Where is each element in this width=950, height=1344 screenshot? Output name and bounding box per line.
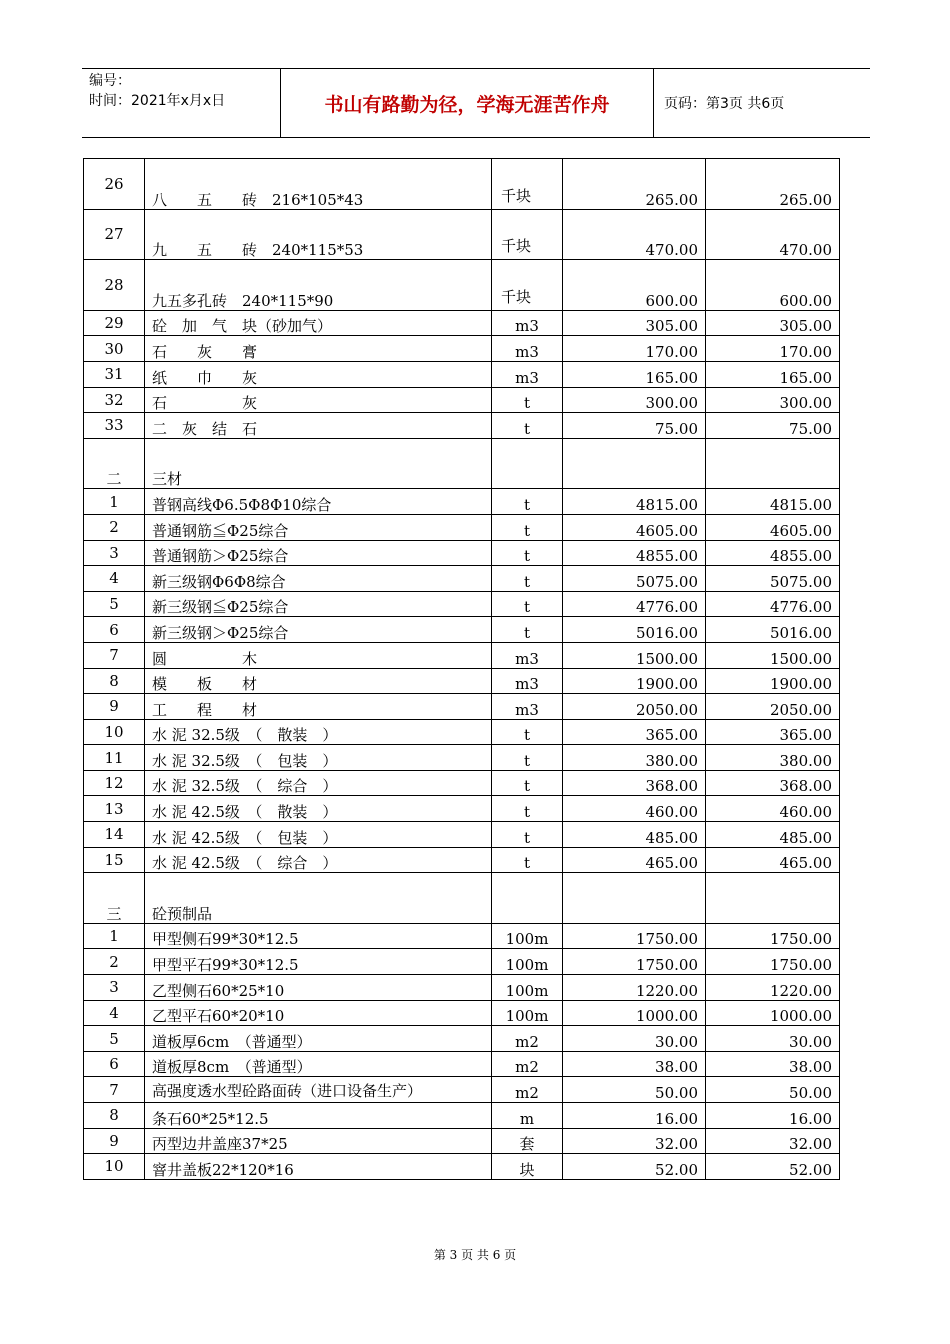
total-price-cell: 2050.00 [706, 694, 840, 720]
table-row [84, 336, 840, 362]
unit-price-cell: 32.00 [563, 1128, 706, 1154]
item-name-cell: 水 泥 42.5级 （ 散装 ） [145, 796, 492, 822]
table-row [84, 1077, 840, 1103]
item-name-cell: 甲型平石99*30*12.5 [145, 949, 492, 975]
item-name-cell: 三材 [145, 438, 492, 489]
unit-price-cell: 470.00 [563, 209, 706, 260]
row-number-cell: 30 [84, 336, 145, 362]
unit-price-cell: 365.00 [563, 719, 706, 745]
item-name-cell: 乙型平石60*20*10 [145, 1000, 492, 1026]
total-price-cell: 380.00 [706, 745, 840, 771]
total-price-cell: 365.00 [706, 719, 840, 745]
item-name-cell: 水 泥 32.5级 （ 包装 ） [145, 745, 492, 771]
price-table [83, 158, 840, 1180]
row-number-cell: 5 [84, 591, 145, 617]
row-number-cell: 1 [84, 489, 145, 515]
item-name-cell: 九 五 砖 240*115*53 [145, 209, 492, 260]
table-row [84, 822, 840, 848]
total-price-cell: 1750.00 [706, 923, 840, 949]
table-row [84, 387, 840, 413]
total-price-cell: 4605.00 [706, 514, 840, 540]
item-name-cell: 新三级钢≦Φ25综合 [145, 591, 492, 617]
item-name-cell: 水 泥 42.5级 （ 包装 ） [145, 822, 492, 848]
table-row [84, 949, 840, 975]
table-row [84, 591, 840, 617]
item-name-cell: 普通钢筋＞Φ25综合 [145, 540, 492, 566]
table-row [84, 1128, 840, 1154]
unit-price-cell: 4815.00 [563, 489, 706, 515]
unit-cell: 套 [492, 1128, 563, 1154]
unit-price-cell: 5016.00 [563, 617, 706, 643]
table-row [84, 719, 840, 745]
total-price-cell: 165.00 [706, 361, 840, 387]
unit-price-cell: 2050.00 [563, 694, 706, 720]
total-price-cell: 1500.00 [706, 642, 840, 668]
total-price-cell: 265.00 [706, 159, 840, 210]
page-info: 页码：第3页 共6页 [664, 96, 785, 112]
unit-price-cell: 1900.00 [563, 668, 706, 694]
unit-cell: t [492, 745, 563, 771]
row-number-cell: 31 [84, 361, 145, 387]
row-number-cell: 29 [84, 310, 145, 336]
unit-cell: t [492, 822, 563, 848]
unit-cell [492, 438, 563, 489]
unit-cell [492, 873, 563, 924]
unit-cell: m2 [492, 1077, 563, 1103]
table-row [84, 617, 840, 643]
item-name-cell: 水 泥 42.5级 （ 综合 ） [145, 847, 492, 873]
unit-cell: 千块 [492, 209, 563, 260]
total-price-cell: 52.00 [706, 1154, 840, 1180]
table-row [84, 566, 840, 592]
row-number-cell: 三 [84, 873, 145, 924]
item-name-cell: 砼 加 气 块（砂加气） [145, 310, 492, 336]
row-number-cell: 3 [84, 540, 145, 566]
row-number-cell: 13 [84, 796, 145, 822]
row-number-cell: 4 [84, 566, 145, 592]
item-name-cell: 新三级钢＞Φ25综合 [145, 617, 492, 643]
unit-price-cell: 1000.00 [563, 1000, 706, 1026]
row-number-cell: 1 [84, 923, 145, 949]
unit-price-cell: 465.00 [563, 847, 706, 873]
unit-price-cell: 52.00 [563, 1154, 706, 1180]
table-row [84, 1154, 840, 1180]
item-name-cell: 普钢高线Φ6.5Φ8Φ10综合 [145, 489, 492, 515]
total-price-cell: 170.00 [706, 336, 840, 362]
table-row [84, 796, 840, 822]
unit-cell: t [492, 514, 563, 540]
unit-price-cell: 5075.00 [563, 566, 706, 592]
total-price-cell: 1000.00 [706, 1000, 840, 1026]
row-number-cell: 32 [84, 387, 145, 413]
item-name-cell: 条石60*25*12.5 [145, 1103, 492, 1129]
total-price-cell: 485.00 [706, 822, 840, 848]
table-row [84, 361, 840, 387]
row-number-cell: 10 [84, 1154, 145, 1180]
row-number-cell: 15 [84, 847, 145, 873]
row-number-cell: 8 [84, 1103, 145, 1129]
total-price-cell: 4815.00 [706, 489, 840, 515]
table-row [84, 438, 840, 489]
unit-cell: 100m [492, 923, 563, 949]
unit-price-cell: 4605.00 [563, 514, 706, 540]
total-price-cell: 300.00 [706, 387, 840, 413]
row-number-cell: 2 [84, 949, 145, 975]
total-price-cell: 1900.00 [706, 668, 840, 694]
unit-cell: m3 [492, 310, 563, 336]
total-price-cell: 75.00 [706, 413, 840, 439]
item-name-cell: 丙型边井盖座37*25 [145, 1128, 492, 1154]
table-row [84, 489, 840, 515]
total-price-cell: 50.00 [706, 1077, 840, 1103]
unit-cell: m3 [492, 361, 563, 387]
row-number-cell: 3 [84, 975, 145, 1001]
unit-cell: 千块 [492, 260, 563, 311]
total-price-cell [706, 873, 840, 924]
item-name-cell: 乙型侧石60*25*10 [145, 975, 492, 1001]
unit-price-cell: 30.00 [563, 1026, 706, 1052]
table-row [84, 1051, 840, 1077]
unit-price-cell: 460.00 [563, 796, 706, 822]
table-row [84, 159, 840, 210]
page-footer: 第 3 页 共 6 页 [433, 1248, 517, 1262]
unit-price-cell: 4776.00 [563, 591, 706, 617]
unit-price-cell: 300.00 [563, 387, 706, 413]
row-number-cell: 12 [84, 770, 145, 796]
table-row [84, 413, 840, 439]
unit-cell: t [492, 566, 563, 592]
row-number-cell: 4 [84, 1000, 145, 1026]
table-row [84, 209, 840, 260]
total-price-cell: 38.00 [706, 1051, 840, 1077]
unit-price-cell: 50.00 [563, 1077, 706, 1103]
page-header [82, 68, 870, 138]
table-row [84, 975, 840, 1001]
row-number-cell: 27 [84, 209, 145, 260]
total-price-cell: 368.00 [706, 770, 840, 796]
unit-price-cell: 265.00 [563, 159, 706, 210]
unit-price-cell: 38.00 [563, 1051, 706, 1077]
total-price-cell: 465.00 [706, 847, 840, 873]
item-name-cell: 甲型侧石99*30*12.5 [145, 923, 492, 949]
table-row [84, 745, 840, 771]
unit-cell: 100m [492, 1000, 563, 1026]
total-price-cell: 16.00 [706, 1103, 840, 1129]
table-row [84, 1103, 840, 1129]
table-row [84, 642, 840, 668]
motto: 书山有路勤为径，学海无涯苦作舟 [280, 69, 654, 137]
total-price-cell: 4855.00 [706, 540, 840, 566]
table-row [84, 514, 840, 540]
total-price-cell [706, 438, 840, 489]
total-price-cell: 305.00 [706, 310, 840, 336]
total-price-cell: 1220.00 [706, 975, 840, 1001]
unit-price-cell [563, 438, 706, 489]
total-price-cell: 1750.00 [706, 949, 840, 975]
row-number-cell: 9 [84, 1128, 145, 1154]
total-price-cell: 470.00 [706, 209, 840, 260]
item-name-cell: 石 灰 膏 [145, 336, 492, 362]
unit-price-cell: 305.00 [563, 310, 706, 336]
table-row [84, 1000, 840, 1026]
item-name-cell: 高强度透水型砼路面砖（进口设备生产） [145, 1077, 492, 1103]
item-name-cell: 石 灰 [145, 387, 492, 413]
unit-cell: t [492, 591, 563, 617]
item-name-cell: 砼预制品 [145, 873, 492, 924]
row-number-cell: 14 [84, 822, 145, 848]
unit-price-cell: 600.00 [563, 260, 706, 311]
total-price-cell: 460.00 [706, 796, 840, 822]
row-number-cell: 33 [84, 413, 145, 439]
table-row [84, 540, 840, 566]
item-name-cell: 圆 木 [145, 642, 492, 668]
unit-cell: 100m [492, 949, 563, 975]
item-name-cell: 二 灰 结 石 [145, 413, 492, 439]
item-name-cell: 水 泥 32.5级 （ 综合 ） [145, 770, 492, 796]
price-table-body [84, 159, 840, 1180]
row-number-cell: 11 [84, 745, 145, 771]
item-name-cell: 纸 巾 灰 [145, 361, 492, 387]
unit-price-cell: 380.00 [563, 745, 706, 771]
item-name-cell: 窨井盖板22*120*16 [145, 1154, 492, 1180]
total-price-cell: 5016.00 [706, 617, 840, 643]
unit-cell: m3 [492, 642, 563, 668]
unit-cell: m [492, 1103, 563, 1129]
table-row [84, 770, 840, 796]
table-row [84, 310, 840, 336]
unit-cell: 千块 [492, 159, 563, 210]
unit-cell: 100m [492, 975, 563, 1001]
unit-price-cell: 165.00 [563, 361, 706, 387]
item-name-cell: 八 五 砖 216*105*43 [145, 159, 492, 210]
table-row [84, 668, 840, 694]
item-name-cell: 普通钢筋≦Φ25综合 [145, 514, 492, 540]
unit-cell: m2 [492, 1051, 563, 1077]
unit-price-cell: 1750.00 [563, 949, 706, 975]
unit-cell: t [492, 413, 563, 439]
unit-price-cell: 1500.00 [563, 642, 706, 668]
date-line: 时间：2021年x月x日 [89, 93, 226, 109]
unit-cell: t [492, 719, 563, 745]
item-name-cell: 工 程 材 [145, 694, 492, 720]
unit-cell: t [492, 796, 563, 822]
doc-number-label: 编号： [89, 73, 131, 89]
unit-cell: m2 [492, 1026, 563, 1052]
unit-cell: t [492, 770, 563, 796]
unit-cell: t [492, 387, 563, 413]
unit-cell: t [492, 540, 563, 566]
unit-price-cell: 170.00 [563, 336, 706, 362]
item-name-cell: 新三级钢Φ6Φ8综合 [145, 566, 492, 592]
item-name-cell: 九五多孔砖 240*115*90 [145, 260, 492, 311]
unit-cell: 块 [492, 1154, 563, 1180]
unit-price-cell: 16.00 [563, 1103, 706, 1129]
row-number-cell: 10 [84, 719, 145, 745]
unit-cell: m3 [492, 336, 563, 362]
total-price-cell: 600.00 [706, 260, 840, 311]
row-number-cell: 5 [84, 1026, 145, 1052]
table-row [84, 923, 840, 949]
row-number-cell: 二 [84, 438, 145, 489]
row-number-cell: 7 [84, 642, 145, 668]
table-row [84, 847, 840, 873]
unit-price-cell: 75.00 [563, 413, 706, 439]
row-number-cell: 9 [84, 694, 145, 720]
row-number-cell: 8 [84, 668, 145, 694]
unit-price-cell: 368.00 [563, 770, 706, 796]
unit-price-cell [563, 873, 706, 924]
unit-price-cell: 4855.00 [563, 540, 706, 566]
unit-price-cell: 1220.00 [563, 975, 706, 1001]
table-row [84, 1026, 840, 1052]
unit-cell: m3 [492, 668, 563, 694]
total-price-cell: 30.00 [706, 1026, 840, 1052]
table-row [84, 873, 840, 924]
item-name-cell: 水 泥 32.5级 （ 散装 ） [145, 719, 492, 745]
unit-cell: t [492, 489, 563, 515]
item-name-cell: 模 板 材 [145, 668, 492, 694]
unit-cell: m3 [492, 694, 563, 720]
row-number-cell: 6 [84, 1051, 145, 1077]
row-number-cell: 2 [84, 514, 145, 540]
table-row [84, 260, 840, 311]
unit-cell: t [492, 617, 563, 643]
total-price-cell: 4776.00 [706, 591, 840, 617]
item-name-cell: 道板厚8cm （普通型） [145, 1051, 492, 1077]
unit-cell: t [492, 847, 563, 873]
unit-price-cell: 485.00 [563, 822, 706, 848]
total-price-cell: 5075.00 [706, 566, 840, 592]
header-meta [82, 69, 280, 137]
unit-price-cell: 1750.00 [563, 923, 706, 949]
item-name-cell: 道板厚6cm （普通型） [145, 1026, 492, 1052]
row-number-cell: 28 [84, 260, 145, 311]
row-number-cell: 26 [84, 159, 145, 210]
row-number-cell: 7 [84, 1077, 145, 1103]
table-row [84, 694, 840, 720]
row-number-cell: 6 [84, 617, 145, 643]
total-price-cell: 32.00 [706, 1128, 840, 1154]
